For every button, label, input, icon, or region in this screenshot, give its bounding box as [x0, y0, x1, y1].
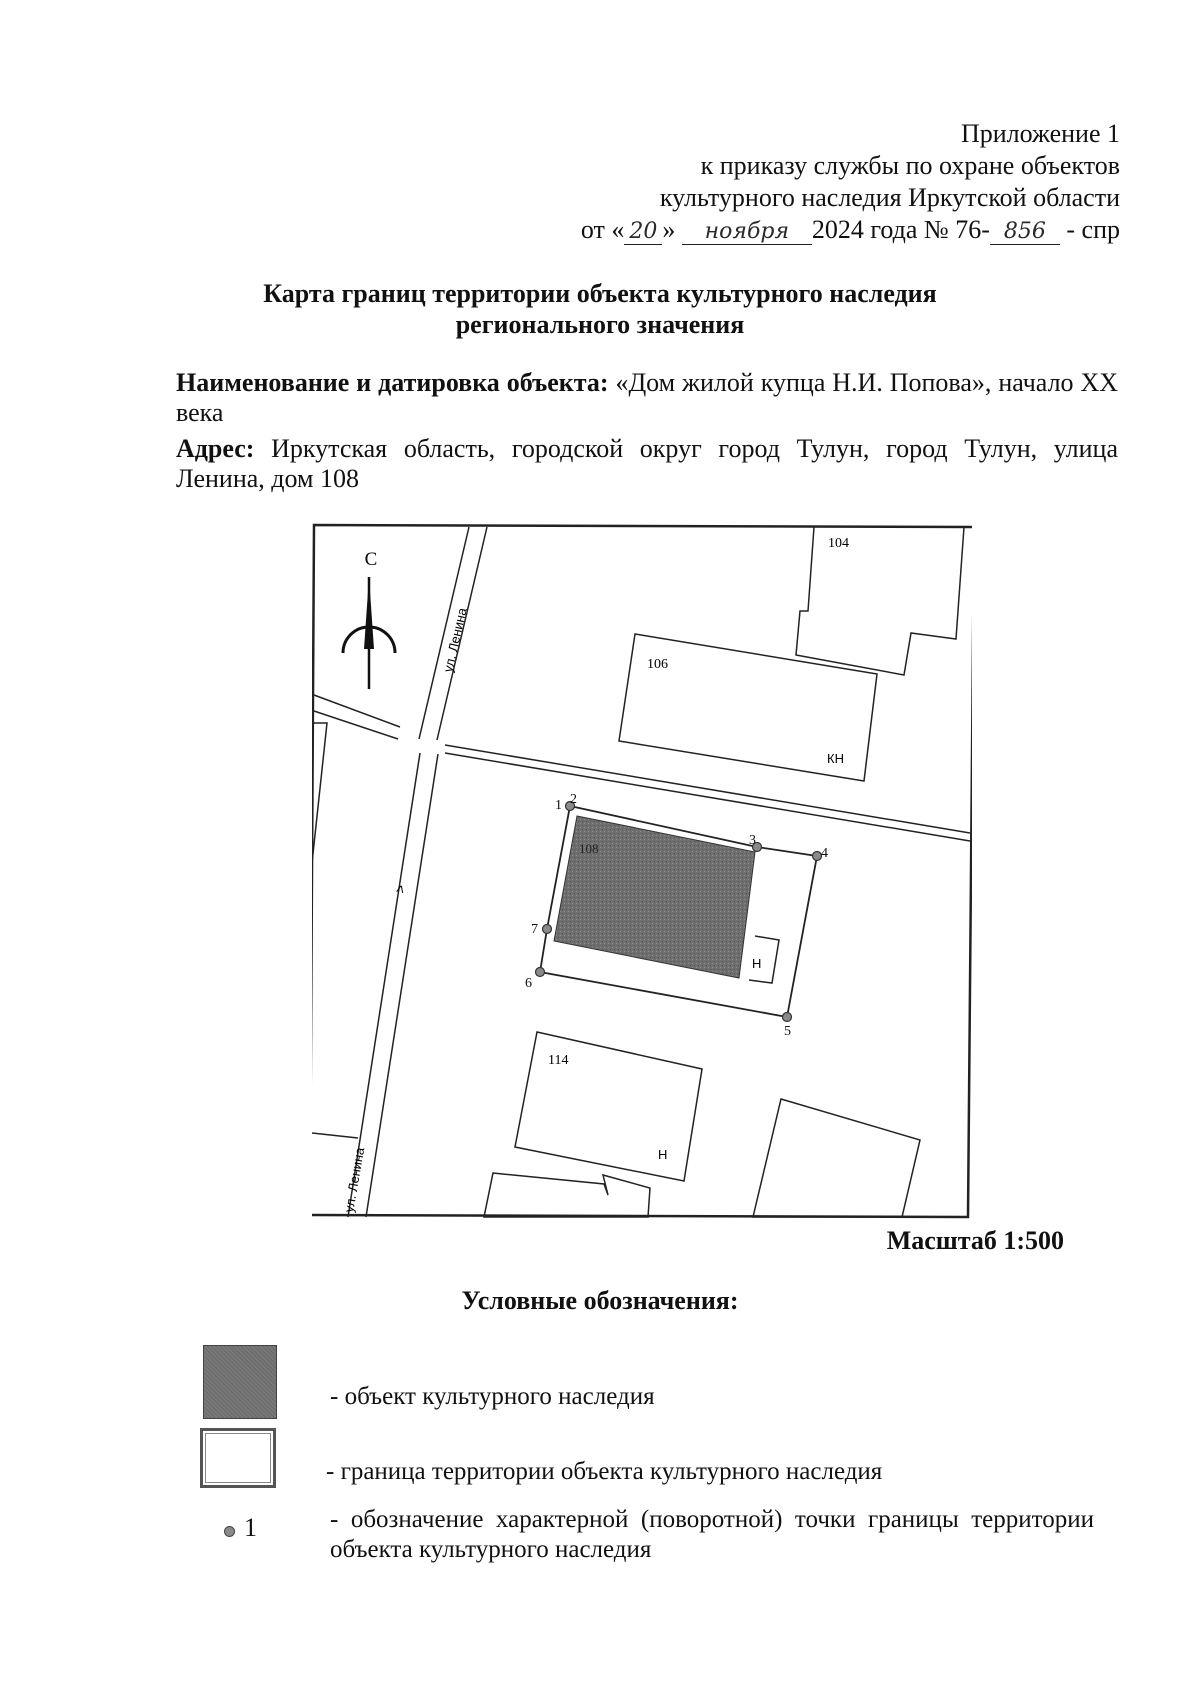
- street-lenina-south: [348, 753, 438, 1217]
- object-name-value: «Дом жилой купца Н.И. Попова», начало XX века: [176, 368, 1119, 427]
- object-address: [176, 434, 1118, 494]
- legend-object-swatch-icon: [203, 1345, 277, 1419]
- building-114-number: 114: [548, 1053, 569, 1068]
- building-south-west: [484, 1173, 650, 1217]
- building-108-number: 108: [579, 841, 599, 856]
- point-label-7: 7: [531, 922, 538, 937]
- page-title: [0, 278, 1200, 340]
- title-line-1: Карта границ территории объекта культурного наследия: [263, 279, 937, 308]
- street-label-bottom: ул. Ленина: [341, 1146, 368, 1214]
- legend-point-label: - обозначение характерной (поворотной) точки границы территории объекта культурного наследия: [330, 1506, 1094, 1563]
- object-name-label: Наименование и датировка объекта:: [176, 368, 609, 397]
- annex-to-order: к приказу службы по охране объектов: [700, 151, 1120, 180]
- order-number: 856: [990, 220, 1060, 245]
- order-month: ноября: [682, 220, 812, 245]
- object-name: [176, 368, 1118, 428]
- street-label-top: ул. Ленина: [440, 606, 470, 674]
- cross-street-west: [314, 695, 400, 739]
- cross-street-east: [445, 745, 970, 841]
- direction-marker: >: [391, 883, 409, 895]
- point-label-1: 1: [555, 798, 562, 813]
- order-quote-close: »: [662, 215, 676, 244]
- north-arrow-head: [364, 577, 374, 649]
- boundary-map: [312, 523, 972, 1219]
- west-parcel-bottom: [312, 1133, 358, 1138]
- order-year: 2024 года № 76-: [811, 215, 990, 244]
- north-arrow: [343, 549, 395, 689]
- point-label-3: 3: [749, 833, 756, 848]
- point-label-2: 2: [570, 792, 577, 807]
- document-header: [581, 118, 1120, 246]
- title-line-2: регионального значения: [455, 310, 745, 339]
- order-suffix: - спр: [1066, 215, 1120, 244]
- building-south-east: [753, 1099, 920, 1217]
- order-day: 20: [624, 220, 662, 245]
- legend-boundary-label: - граница территории объекта культурного наследия: [326, 1458, 883, 1485]
- building-104: [796, 527, 964, 675]
- west-parcel-top: [312, 723, 327, 863]
- north-label: С: [364, 549, 378, 570]
- building-106-number: 106: [647, 657, 668, 672]
- object-address-label: Адрес:: [176, 434, 255, 463]
- legend-point-number: 1: [244, 1513, 257, 1542]
- point-label-6: 6: [525, 976, 532, 991]
- object-address-value: Иркутская область, городской округ город Тулун, город Тулун, улица Ленина, дом 108: [176, 434, 1118, 493]
- map-scale: Масштаб 1:500: [886, 1226, 1064, 1255]
- turning-point-5: [783, 1013, 792, 1022]
- annex-number: Приложение 1: [960, 119, 1120, 148]
- building-114: [515, 1032, 702, 1181]
- legend-point-marker-icon: [224, 1526, 235, 1537]
- order-details: [581, 214, 1120, 246]
- legend-boundary-swatch-icon: [200, 1428, 276, 1488]
- turning-point-6: [536, 968, 545, 977]
- legend-object-label: - объект культурного наследия: [330, 1383, 655, 1410]
- issuing-authority: культурного наследия Иркутской области: [659, 183, 1120, 212]
- point-label-5: 5: [784, 1024, 791, 1039]
- point-label-4: 4: [821, 846, 828, 861]
- turning-point-7: [543, 925, 552, 934]
- outbuilding-material: Н: [752, 956, 762, 971]
- building-104-number: 104: [828, 536, 849, 551]
- legend-title: Условные обозначения:: [461, 1286, 739, 1315]
- order-prefix: от «: [580, 215, 625, 244]
- building-106-material: КН: [827, 751, 844, 766]
- building-114-material: Н: [658, 1147, 668, 1162]
- object-description: [176, 368, 1118, 500]
